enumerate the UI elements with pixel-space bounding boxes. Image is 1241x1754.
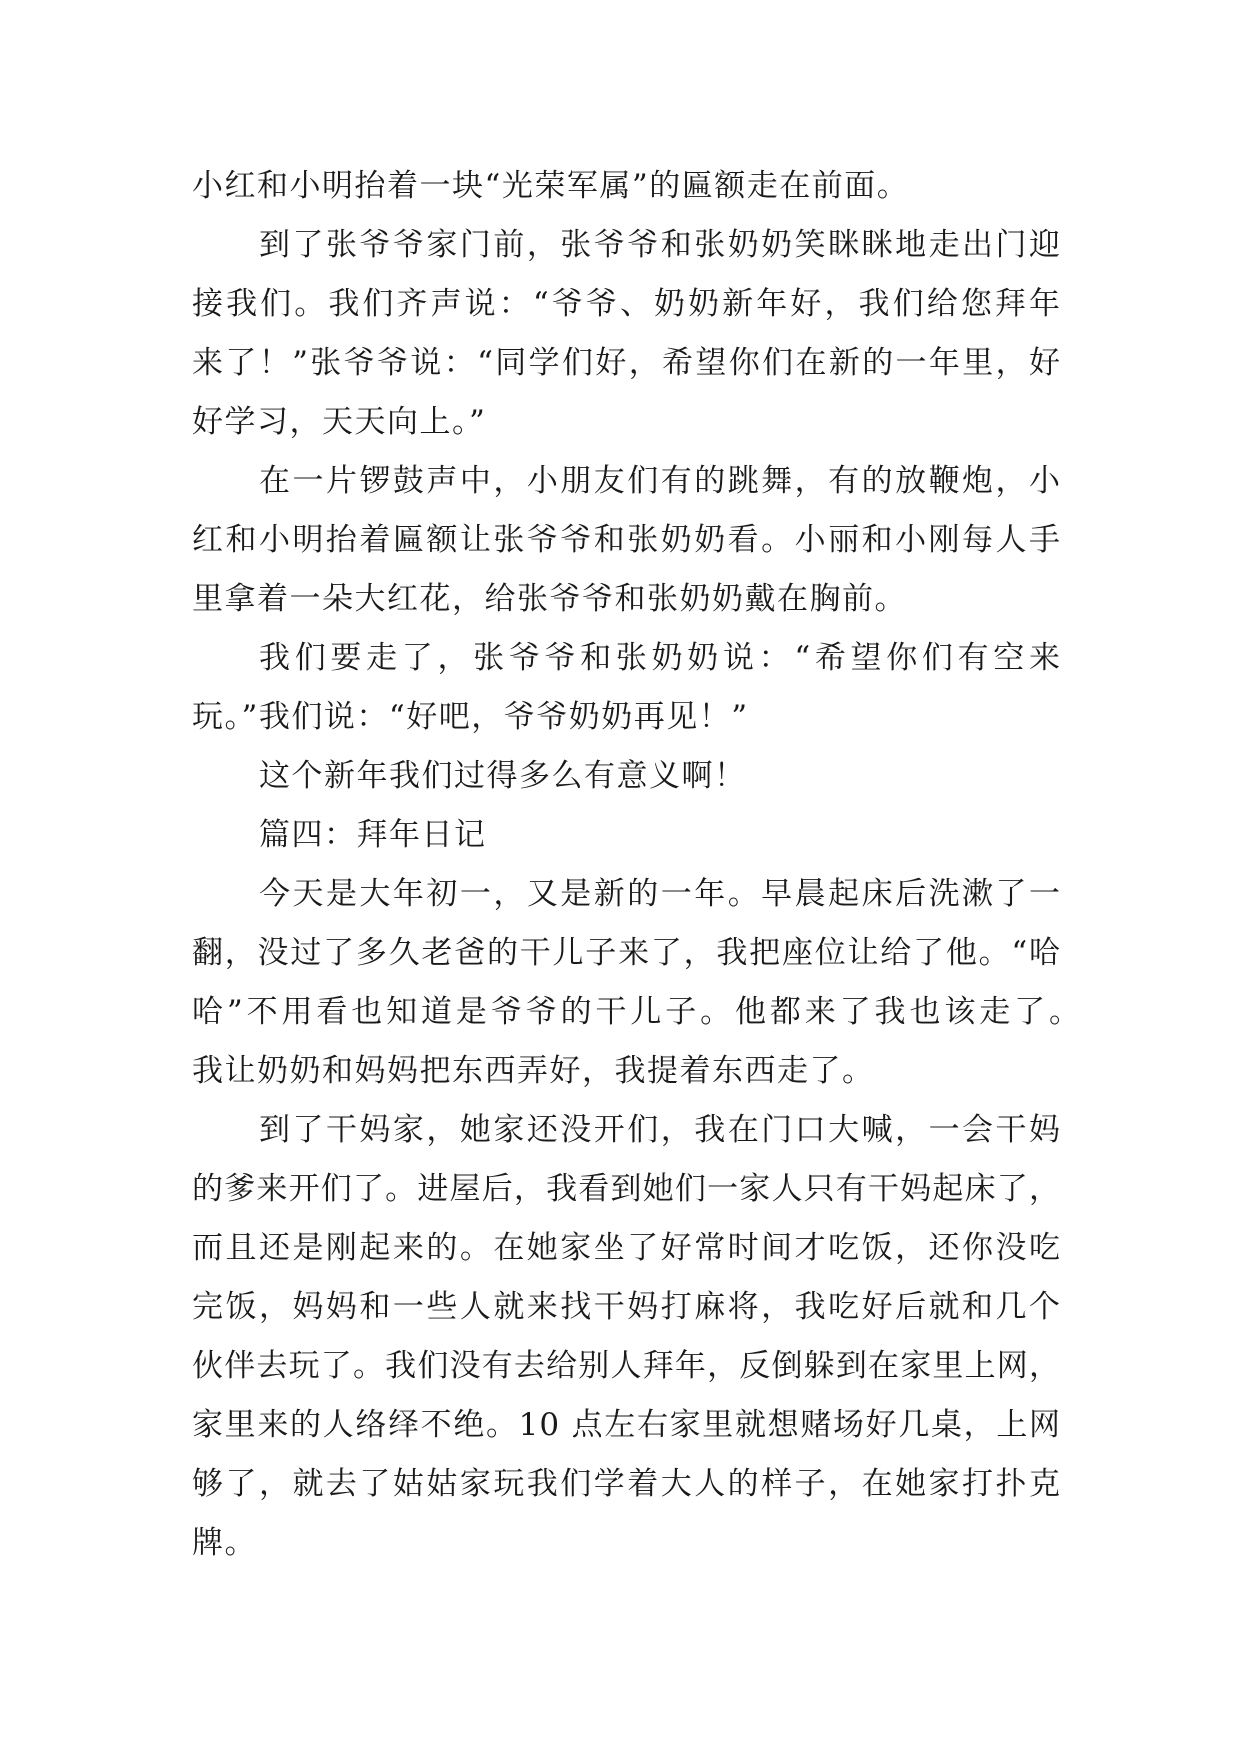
paragraph xyxy=(192,629,1061,747)
paragraph-line: 够了，就去了姑姑家玩我们学着大人的样子，在她家打扑克 xyxy=(192,1466,1061,1502)
paragraph xyxy=(192,452,1061,629)
paragraph-line: 到了张爷爷家门前，张爷爷和张奶奶笑眯眯地走出门迎 xyxy=(259,227,1061,263)
section-title: 篇四：拜年日记 xyxy=(259,817,487,853)
section-heading xyxy=(192,806,1061,865)
paragraph-line: 伙伴去玩了。我们没有去给别人拜年，反倒躲到在家里上网， xyxy=(192,1348,1061,1384)
paragraph-line: 牌。 xyxy=(192,1525,257,1561)
paragraph-line: 来了！”张爷爷说：“同学们好，希望你们在新的一年里，好 xyxy=(192,345,1061,381)
paragraph xyxy=(192,865,1081,1101)
paragraph-line: 到了干妈家，她家还没开们，我在门口大喊，一会干妈 xyxy=(259,1112,1061,1148)
paragraph-line: 哈”不用看也知道是爷爷的干儿子。他都来了我也该走了。 xyxy=(192,994,1081,1030)
paragraph xyxy=(192,216,1061,452)
paragraph xyxy=(192,157,1061,216)
paragraph-line: 我们要走了，张爷爷和张奶奶说：“希望你们有空来 xyxy=(259,640,1061,676)
paragraph-line: 的爹来开们了。进屋后，我看到她们一家人只有干妈起床了， xyxy=(192,1171,1061,1207)
paragraph-line: 这个新年我们过得多么有意义啊！ xyxy=(259,758,747,794)
paragraph xyxy=(192,1101,1061,1573)
paragraph xyxy=(192,747,1061,806)
paragraph-line: 家里来的人络绎不绝。10 点左右家里就想赌场好几桌，上网 xyxy=(192,1407,1061,1443)
paragraph-line: 里拿着一朵大红花，给张爷爷和张奶奶戴在胸前。 xyxy=(192,581,907,617)
paragraph-line: 翻，没过了多久老爸的干儿子来了，我把座位让给了他。“哈 xyxy=(192,935,1061,971)
paragraph-line: 今天是大年初一，又是新的一年。早晨起床后洗漱了一 xyxy=(259,876,1061,912)
paragraph-line: 完饭，妈妈和一些人就来找干妈打麻将，我吃好后就和几个 xyxy=(192,1289,1061,1325)
paragraph-line: 玩。”我们说：“好吧，爷爷奶奶再见！” xyxy=(192,699,749,735)
paragraph-line: 在一片锣鼓声中，小朋友们有的跳舞，有的放鞭炮，小 xyxy=(259,463,1061,499)
paragraph-line: 好学习，天天向上。” xyxy=(192,404,487,440)
document-body xyxy=(192,157,1081,1573)
paragraph-line: 我让奶奶和妈妈把东西弄好，我提着东西走了。 xyxy=(192,1053,875,1089)
paragraph-line: 接我们。我们齐声说：“爷爷、奶奶新年好，我们给您拜年 xyxy=(192,286,1061,322)
paragraph-line: 而且还是刚起来的。在她家坐了好常时间才吃饭，还你没吃 xyxy=(192,1230,1061,1266)
paragraph-line: 小红和小明抬着一块“光荣军属”的匾额走在前面。 xyxy=(192,168,910,204)
paragraph-line: 红和小明抬着匾额让张爷爷和张奶奶看。小丽和小刚每人手 xyxy=(192,522,1061,558)
